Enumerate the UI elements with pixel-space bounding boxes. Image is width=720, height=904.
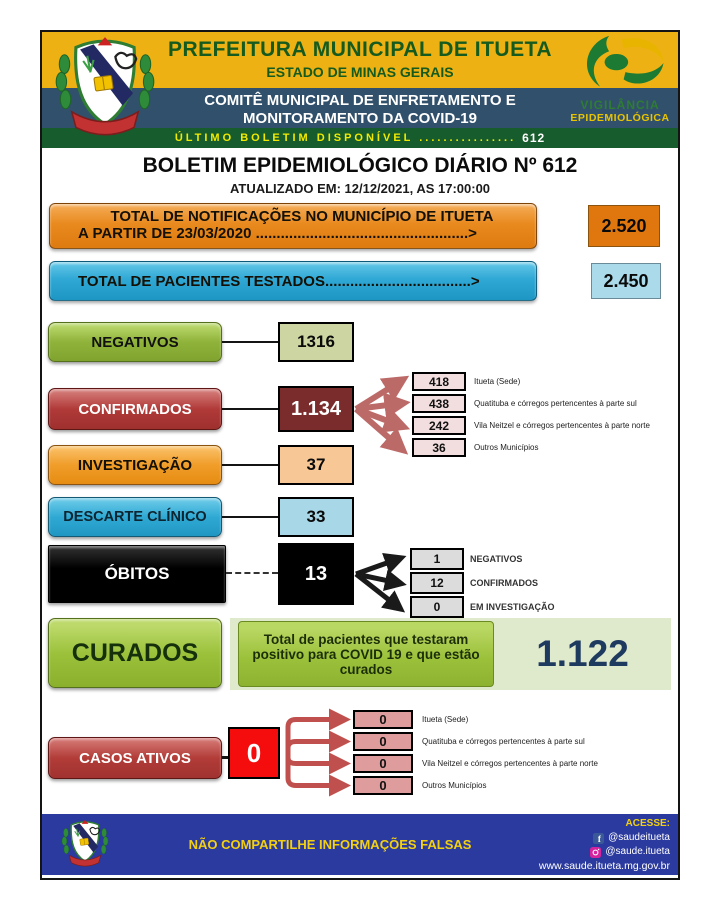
obitos-breakdown-label: CONFIRMADOS bbox=[470, 578, 538, 588]
casos-ativos-breakdown-label: Quatituba e córregos pertencentes à parte sul bbox=[422, 737, 585, 746]
negativos-value: 1316 bbox=[278, 322, 354, 362]
descarte-value: 33 bbox=[278, 497, 354, 537]
footer-access-label: ACESSE: bbox=[625, 818, 670, 829]
casos-ativos-breakdown-label: Outros Municípios bbox=[422, 781, 487, 790]
vigilancia-swoosh-icon bbox=[572, 34, 668, 92]
confirmados-arrows bbox=[354, 368, 412, 456]
curados-description: Total de pacientes que testaram positivo para COVID 19 e que estão curados bbox=[238, 621, 494, 687]
facebook-handle[interactable]: @saudeitueta bbox=[608, 832, 670, 843]
confirmados-breakdown-value: 242 bbox=[412, 416, 466, 435]
footer-links bbox=[539, 817, 670, 874]
negativos-connector bbox=[222, 341, 278, 343]
confirmados-breakdown-value: 36 bbox=[412, 438, 466, 457]
vigilancia-text2: EPIDEMIOLÓGICA bbox=[570, 112, 670, 124]
prefeitura-title: PREFEITURA MUNICIPAL DE ITUETA bbox=[167, 38, 553, 61]
obitos-breakdown-label: NEGATIVOS bbox=[470, 554, 523, 564]
svg-text:f: f bbox=[598, 833, 602, 844]
bulletin-updated: ATUALIZADO EM: 12/12/2021, AS 17:00:00 bbox=[229, 181, 491, 196]
curados-button: CURADOS bbox=[48, 618, 222, 688]
vigilancia-text1: VIGILÂNCIA bbox=[580, 98, 660, 112]
casos-ativos-breakdown-label: Vila Neitzel e córregos pertencentes à parte norte bbox=[422, 759, 598, 768]
confirmados-value: 1.134 bbox=[278, 386, 354, 432]
last-bulletin-number: 612 bbox=[522, 131, 546, 145]
total-notifications-value: 2.520 bbox=[588, 205, 660, 247]
obitos-button: ÓBITOS bbox=[48, 545, 226, 603]
casos-ativos-button: CASOS ATIVOS bbox=[48, 737, 222, 779]
confirmados-breakdown-value: 418 bbox=[412, 372, 466, 391]
investigacao-value: 37 bbox=[278, 445, 354, 485]
confirmados-button: CONFIRMADOS bbox=[48, 388, 222, 430]
instagram-handle[interactable]: @saude.itueta bbox=[605, 846, 670, 857]
bulletin-frame bbox=[40, 30, 680, 880]
confirmados-breakdown-value: 438 bbox=[412, 394, 466, 413]
obitos-breakdown-label: EM INVESTIGAÇÃO bbox=[470, 602, 555, 612]
confirmados-connector bbox=[222, 408, 278, 410]
obitos-connector bbox=[226, 572, 278, 574]
casos-ativos-breakdown-label: Itueta (Sede) bbox=[422, 715, 469, 724]
obitos-value: 13 bbox=[278, 543, 354, 605]
investigacao-button: INVESTIGAÇÃO bbox=[48, 445, 222, 485]
obitos-breakdown-value: 1 bbox=[410, 548, 464, 570]
descarte-connector bbox=[222, 516, 278, 518]
investigacao-connector bbox=[222, 464, 278, 466]
notifications-label-line1: TOTAL DE NOTIFICAÇÕES NO MUNICÍPIO DE ITUETA bbox=[110, 208, 494, 225]
descarte-clinico-button: DESCARTE CLÍNICO bbox=[48, 497, 222, 537]
obitos-breakdown-value: 0 bbox=[410, 596, 464, 618]
estado-subtitle: ESTADO DE MINAS GERAIS bbox=[266, 64, 454, 80]
committee-line2: MONITORAMENTO DA COVID-19 bbox=[243, 110, 477, 127]
total-notifications-bar bbox=[49, 203, 537, 249]
casos-ativos-breakdown-value: 0 bbox=[353, 776, 413, 795]
casos-ativos-arrows bbox=[280, 704, 353, 800]
vigilancia-logo bbox=[566, 34, 674, 146]
casos-ativos-breakdown-value: 0 bbox=[353, 754, 413, 773]
facebook-icon bbox=[593, 833, 604, 844]
negativos-button: NEGATIVOS bbox=[48, 322, 222, 362]
obitos-arrows bbox=[354, 544, 410, 620]
notifications-label-line2: A PARTIR DE 23/03/2020 ...................................................> bbox=[78, 225, 477, 242]
casos-ativos-breakdown-value: 0 bbox=[353, 710, 413, 729]
confirmados-breakdown-label: Vila Neitzel e córregos pertencentes à parte norte bbox=[474, 421, 650, 430]
casos-ativos-value: 0 bbox=[228, 727, 280, 779]
bulletin-title: BOLETIM EPIDEMIOLÓGICO DIÁRIO Nº 612 bbox=[142, 154, 578, 177]
total-tested-value: 2.450 bbox=[591, 263, 661, 299]
last-bulletin-label: ÚLTIMO BOLETIM DISPONÍVEL ................ bbox=[174, 132, 517, 144]
confirmados-breakdown-label: Quatituba e córregos pertencentes à parte sul bbox=[474, 399, 637, 408]
footer-warning: NÃO COMPARTILHE INFORMAÇÕES FALSAS bbox=[188, 837, 472, 852]
footer-coat-of-arms-icon bbox=[58, 819, 112, 875]
committee-line1: COMITÊ MUNICIPAL DE ENFRETAMENTO E bbox=[204, 92, 516, 109]
curados-value: 1.122 bbox=[536, 633, 629, 674]
tested-label: TOTAL DE PACIENTES TESTADOS...................................> bbox=[78, 272, 480, 290]
total-tested-bar bbox=[49, 261, 537, 301]
confirmados-breakdown-label: Outros Municípios bbox=[474, 443, 539, 452]
coat-of-arms-icon bbox=[52, 35, 158, 143]
footer-website[interactable]: www.saude.itueta.mg.gov.br bbox=[538, 860, 670, 872]
confirmados-breakdown-label: Itueta (Sede) bbox=[474, 377, 521, 386]
instagram-icon bbox=[590, 847, 601, 858]
obitos-breakdown-value: 12 bbox=[410, 572, 464, 594]
footer-band bbox=[42, 814, 678, 875]
casos-ativos-breakdown-value: 0 bbox=[353, 732, 413, 751]
